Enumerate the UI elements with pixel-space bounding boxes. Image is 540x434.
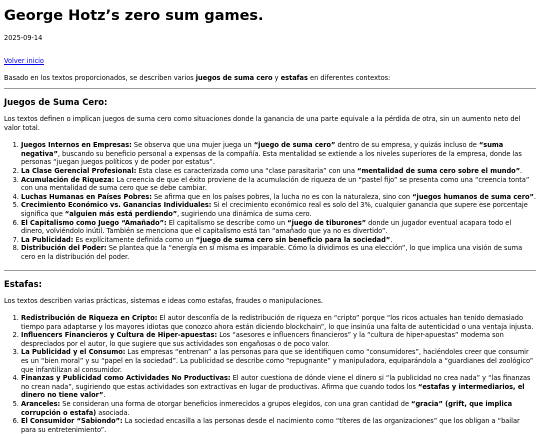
item-emphasis: “estafas y intermediarios, el dinero no tiene valor” [21,383,525,400]
item-text: Es explícitamente definida como un [73,236,195,244]
section-scams [4,279,536,434]
item-text: Se afirma que en los países pobres, la lucha no es con la naturaleza, sino con [152,193,412,201]
list-item [21,244,536,261]
intro-bold-2: estafas [281,74,308,82]
back-link[interactable]: Volver inicio [4,57,44,65]
item-text: Se consideran una forma de otorgar beneficios inmerecidos a grupos elegidos, con una gran cantidad de [60,400,411,408]
item-emphasis: “juego de tiburones” [287,219,366,227]
item-emphasis: “juegos humanos de suma cero” [412,193,534,201]
item-emphasis: “juego de suma cero sin beneficio para la sociedad” [196,236,390,244]
intro-text-mid: y [273,74,281,82]
item-text: . [520,167,522,175]
list-item [21,141,536,167]
item-text: Se plantea que la “energía en sí misma es imparable. Cómo la dividimos es una elección”, lo que implica una visión de suma cero en la distribución del poder. [21,244,522,261]
list-item [21,201,536,218]
item-text: El autor desconfía de la redistribución de riqueza en “cripto” porque “los ricos actuales han tenido demasiado tiempo para adaptarse y los mayores idiotas que conozco ahora están diciendo blockchain”, lo que insinúa una falta de autenticidad o una ventaja injusta. [21,314,533,331]
list-item [21,400,536,417]
item-term: La Clase Gerencial Profesional: [21,167,136,175]
list-item [21,236,536,245]
item-text: . [534,193,536,201]
item-emphasis: “mentalidad de suma cero sobre el mundo” [357,167,520,175]
item-text: , buscando su beneficio personal a expensas de la compañía. Esta mentalidad se extiende a los niveles superiores de la empresa, donde las personas “juegan juegos políticos y de poder por estatus”. [21,150,522,167]
list-item [21,314,536,331]
scams-list [4,314,536,434]
item-term: El Capitalismo como Juego “Amañado”: [21,219,167,227]
item-text: . [390,236,392,244]
item-emphasis: “juego de suma cero” [254,141,336,149]
list-item [21,417,536,434]
item-emphasis: “suma negativa” [21,141,503,158]
divider [4,88,536,89]
intro-bold-1: juegos de suma cero [196,74,273,82]
item-text: . [103,391,105,399]
item-text: La creencia de que el éxito proviene de la acumulación de riqueza de un “pastel fijo” se presenta como una “creencia tonta” con una mentalidad de suma cero que se debe cambiar. [21,176,529,193]
item-term: La Publicidad: [21,236,73,244]
item-term: Distribución del Poder: [21,244,107,252]
item-term: Finanzas y Publicidad como Actividades No Productivas: [21,374,231,382]
post-date: 2025-09-14 [4,34,536,42]
item-text: El capitalismo se describe como un [167,219,288,227]
list-item [21,374,536,400]
item-term: La Publicidad y el Consumo: [21,348,125,356]
page [0,8,540,434]
item-emphasis: “gracia” (grift, que implica corrupción o estafa) [21,400,512,417]
zero-sum-list [4,141,536,261]
item-text: dentro de su empresa, y quizás incluso de [335,141,479,149]
page-title: George Hotz’s zero sum games. [4,8,536,24]
item-text: Esta clase es caracterizada como una “clase parasitaria” con una [136,167,357,175]
item-emphasis: “alguien más está perdiendo” [65,210,177,218]
list-item [21,331,536,348]
item-text: Se observa que una mujer juega un [132,141,254,149]
item-text: Las empresas “entrenan” a las personas para que se identifiquen como “consumidores”, haciéndoles creer que consumir es un “bien moral” y su “papel en la sociedad”. La publicidad se describe como “repugnante” y manipuladora, equiparándola a “guardianes del zoológico” que infantilizan al consumidor. [21,348,533,373]
section-description: Los textos definen o implican juegos de suma cero como situaciones donde la ganancia de una parte equivale a la pérdida de otra, sin un aumento neto del valor total. [4,115,536,132]
item-term: Luchas Humanas en Países Pobres: [21,193,152,201]
list-item [21,176,536,193]
item-text: Si el crecimiento económico real es solo del 3%, cualquier ganancia que supere ese porcentaje significa que [21,201,528,218]
list-item [21,219,536,236]
item-text: , sugiriendo una dinámica de suma cero. [177,210,311,218]
item-term: Acumulación de Riqueza: [21,176,114,184]
item-term: El Consumidor “Sabiondo”: [21,417,123,425]
item-term: Influencers Financieros y Cultura de Hiper-apuestas: [21,331,217,339]
section-zero-sum [4,97,536,262]
item-text: donde un jugador eventual acapara todo el dinero, volviéndolo inútil. También se menciona que el capitalismo está tan “amañado que ya no es divertido”. [21,219,511,236]
intro-text-post: en diferentes contextos: [308,74,390,82]
item-term: Crecimiento Económico vs. Ganancias Individuales: [21,201,211,209]
item-term: Juegos Internos en Empresas: [21,141,132,149]
item-text: La sociedad encasilla a las personas desde el nacimiento como “títeres de las organizaciones” que los obligan a “bailar para su entretenimiento”. [21,417,520,434]
intro-paragraph [4,74,536,82]
item-text: El autor cuestiona de dónde viene el dinero si “la publicidad no crea nada” y “las finanzas no crean nada”, sugiriendo que estas actividades son extractivas en lugar de productivas. Afirma que cuando todos los [21,374,530,391]
section-heading: Juegos de Suma Cero: [4,97,536,107]
item-text: Los “asesores e influencers financieros” y la “cultura de hiper-apuestas” moderna son despreciados por el autor, lo que sugiere que sus actividades son engañosas o de poco valor. [21,331,504,348]
item-term: Aranceles: [21,400,60,408]
list-item [21,348,536,374]
list-item [21,167,536,176]
section-heading: Estafas: [4,279,536,289]
list-item [21,193,536,202]
section-description: Los textos describen varias prácticas, sistemas e ideas como estafas, fraudes o manipulaciones. [4,297,536,306]
item-term: Redistribución de Riqueza en Cripto: [21,314,157,322]
divider [4,270,536,271]
item-text: asociada. [96,409,129,417]
intro-text-pre: Basado en los textos proporcionados, se describen varios [4,74,196,82]
